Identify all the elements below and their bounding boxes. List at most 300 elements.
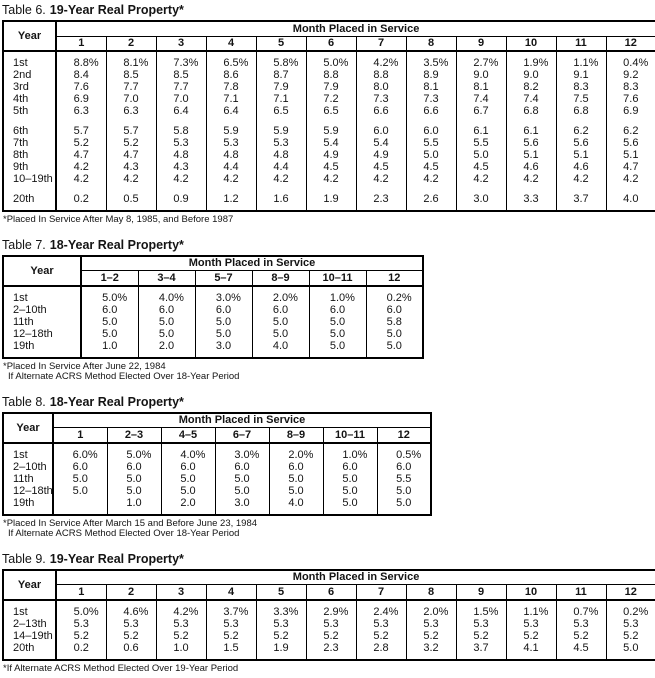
value-cell: 5.9 [256, 125, 306, 137]
value-cell: 1.6 [256, 193, 306, 211]
spacer-cell [606, 185, 655, 193]
month-column-header: 8–9 [252, 271, 309, 286]
value-cell: 2.9 % [306, 600, 356, 618]
value-cell: 8.1 [456, 81, 506, 93]
value-cell: 0.5 [106, 193, 156, 211]
row-label: 1st [3, 51, 56, 69]
value-cell: 4.2 [56, 173, 106, 185]
row-label: 2–13th [3, 618, 56, 630]
value-cell: 3.7 [556, 193, 606, 211]
footnote: *If Alternate ACRS Method Elected Over 19-Year Period [3, 662, 239, 674]
spacer-cell [156, 117, 206, 125]
year-column-header: Year [3, 256, 81, 286]
table-9-title [2, 552, 655, 566]
value-cell: 5.0 [269, 485, 323, 497]
month-column-header: 7 [356, 585, 406, 600]
value-cell: 0.6 [106, 642, 156, 660]
spacer-cell [106, 185, 156, 193]
value-cell: 6.0 [366, 304, 423, 316]
value-cell: 8.2 [506, 81, 556, 93]
value-cell: 8.8 [356, 69, 406, 81]
value-cell: 3.5 % [406, 51, 456, 69]
month-column-header: 3 [156, 585, 206, 600]
value-cell: 5.2 [356, 630, 406, 642]
value-cell: 1.9 [306, 193, 356, 211]
value-cell: 0.2 [56, 193, 106, 211]
value-cell: 5.6 [556, 137, 606, 149]
value-cell: 4.6 [556, 161, 606, 173]
spacer-cell [406, 185, 456, 193]
value-cell: 3.0 [195, 340, 252, 358]
value-cell: 7.8 [206, 81, 256, 93]
value-cell: 3.3 [506, 193, 556, 211]
value-cell: 5.2 [256, 630, 306, 642]
value-cell: 6.0 [53, 461, 107, 473]
value-cell: 5.0 [323, 497, 377, 515]
table-6-title [2, 3, 655, 17]
value-cell: 5.2 [156, 630, 206, 642]
value-cell: 5.0 [252, 328, 309, 340]
value-cell: 5.0 [309, 316, 366, 328]
value-cell: 5.0 [138, 328, 195, 340]
value-cell: 8.7 [256, 69, 306, 81]
value-cell: 3.0 % [195, 286, 252, 304]
value-cell: 5.5 [456, 137, 506, 149]
value-cell: 4.7 [606, 161, 655, 173]
value-cell: 5.0 [377, 497, 431, 515]
value-cell: 4.6 % [106, 600, 156, 618]
value-cell: 5.0 [377, 485, 431, 497]
month-column-header: 5–7 [195, 271, 252, 286]
value-cell: 4.2 [56, 161, 106, 173]
value-cell: 5.0 [309, 340, 366, 358]
value-cell: 5.1 [556, 149, 606, 161]
footnote: *Placed In Service After March 15 and Before June 23, 1984 [3, 517, 258, 529]
table-7-name: 18-Year Real Property* [49, 237, 184, 252]
month-column-header: 1 [56, 585, 106, 600]
value-cell: 8.6 [206, 69, 256, 81]
value-cell: 6.5 [256, 105, 306, 117]
value-cell: 3.0 % [215, 443, 269, 461]
value-cell: 3.3 % [256, 600, 306, 618]
value-cell: 5.0 [107, 473, 161, 485]
value-cell: 5.6 [606, 137, 655, 149]
row-label: 10–19th [3, 173, 56, 185]
spacer-cell [256, 185, 306, 193]
value-cell: 7.2 [306, 93, 356, 105]
value-cell: 5.3 [156, 618, 206, 630]
value-cell: 0.5 % [377, 443, 431, 461]
row-label: 1st [3, 600, 56, 618]
value-cell: 0.9 [156, 193, 206, 211]
row-label: 3rd [3, 81, 56, 93]
value-cell: 8.5 [156, 69, 206, 81]
spacer-cell [406, 117, 456, 125]
value-cell: 6.6 [406, 105, 456, 117]
value-cell: 4.2 % [356, 51, 406, 69]
value-cell: 8.3 [606, 81, 655, 93]
row-label: 20th [3, 642, 56, 660]
value-cell: 4.2 [556, 173, 606, 185]
table-8-name: 18-Year Real Property* [49, 394, 184, 409]
value-cell: 4.2 [306, 173, 356, 185]
value-cell: 5.0 [81, 316, 138, 328]
month-column-header: 12 [606, 585, 655, 600]
value-cell: 5.3 [256, 137, 306, 149]
value-cell: 6.3 [106, 105, 156, 117]
value-cell: 5.3 [256, 618, 306, 630]
value-cell: 3.2 [406, 642, 456, 660]
month-column-header: 8 [406, 36, 456, 51]
row-label: 11th [3, 316, 81, 328]
value-cell: 5.0 % [306, 51, 356, 69]
value-cell: 7.6 [56, 81, 106, 93]
month-column-header: 9 [456, 36, 506, 51]
value-cell: 4.5 [306, 161, 356, 173]
spacer-cell [506, 185, 556, 193]
value-cell: 7.7 [106, 81, 156, 93]
value-cell: 2.0 % [269, 443, 323, 461]
value-cell: 1.0 % [323, 443, 377, 461]
value-cell: 7.3 [406, 93, 456, 105]
value-cell: 5.0 [215, 485, 269, 497]
month-column-header: 3–4 [138, 271, 195, 286]
value-cell: 8.1 % [106, 51, 156, 69]
value-cell: 6.2 [556, 125, 606, 137]
month-column-header: 6 [306, 36, 356, 51]
spacer-cell [556, 117, 606, 125]
value-cell: 5.7 [106, 125, 156, 137]
value-cell: 2.3 [356, 193, 406, 211]
value-cell: 1.1 % [506, 600, 556, 618]
value-cell: 6.0 [252, 304, 309, 316]
month-column-header: 1 [56, 36, 106, 51]
spacer-cell [56, 117, 106, 125]
value-cell: 5.2 [556, 630, 606, 642]
value-cell: 2.6 [406, 193, 456, 211]
value-cell: 5.0 [195, 316, 252, 328]
value-cell: 4.9 [356, 149, 406, 161]
value-cell: 5.9 [306, 125, 356, 137]
value-cell: 2.0 [138, 340, 195, 358]
value-cell: 0.2 % [606, 600, 655, 618]
footnote: *Placed In Service After May 8, 1985, and Before 1987 [3, 214, 234, 225]
value-cell: 4.4 [256, 161, 306, 173]
month-column-header: 10 [506, 585, 556, 600]
value-cell: 4.2 % [156, 600, 206, 618]
value-cell: 6.0 [107, 461, 161, 473]
row-label: 6th [3, 125, 56, 137]
table-9-footnotes [3, 664, 655, 675]
value-cell: 5.2 [306, 630, 356, 642]
value-cell: 8.0 [356, 81, 406, 93]
month-span-header: Month Placed in Service [53, 413, 431, 428]
value-cell: 8.3 [556, 81, 606, 93]
value-cell: 6.0 [406, 125, 456, 137]
row-label: 7th [3, 137, 56, 149]
row-label: 14–19th [3, 630, 56, 642]
year-column-header: Year [3, 21, 56, 51]
value-cell: 5.0 [309, 328, 366, 340]
table-7-section [2, 238, 655, 383]
value-cell: 6.7 [456, 105, 506, 117]
value-cell: 6.0 [377, 461, 431, 473]
value-cell: 5.2 [406, 630, 456, 642]
value-cell: 7.5 [556, 93, 606, 105]
value-cell: 5.6 [506, 137, 556, 149]
spacer-cell [306, 185, 356, 193]
value-cell: 8.9 [406, 69, 456, 81]
value-cell: 6.0 [269, 461, 323, 473]
month-column-header: 12 [606, 36, 655, 51]
value-cell: 4.2 [356, 173, 406, 185]
month-column-header: 12 [366, 271, 423, 286]
month-column-header: 1 [53, 428, 107, 443]
value-cell: 6.0 [215, 461, 269, 473]
value-cell: 1.1 % [556, 51, 606, 69]
value-cell: 4.0 [252, 340, 309, 358]
value-cell: 2.0 [161, 497, 215, 515]
row-label: 11th [3, 473, 53, 485]
value-cell: 5.0 [138, 316, 195, 328]
value-cell: 2.4 % [356, 600, 406, 618]
month-column-header: 5 [256, 36, 306, 51]
value-cell: 3.7 % [206, 600, 256, 618]
value-cell: 7.4 [456, 93, 506, 105]
table-6-section [2, 3, 655, 226]
row-label: 2–10th [3, 461, 53, 473]
value-cell: 5.5 [406, 137, 456, 149]
table-7-title [2, 238, 655, 252]
value-cell: 6.1 [506, 125, 556, 137]
value-cell: 5.0 [215, 473, 269, 485]
value-cell: 7.3 % [156, 51, 206, 69]
value-cell: 6.0 [356, 125, 406, 137]
month-column-header: 11 [556, 36, 606, 51]
value-cell: 4.1 [506, 642, 556, 660]
row-label: 19th [3, 497, 53, 515]
footnote: If Alternate ACRS Method Elected Over 18-Year Period [8, 371, 240, 382]
value-cell: 4.8 [156, 149, 206, 161]
value-cell: 5.8 [156, 125, 206, 137]
spacer-cell [456, 185, 506, 193]
value-cell: 5.3 [56, 618, 106, 630]
spacer-cell [606, 117, 655, 125]
value-cell: 6.9 [606, 105, 655, 117]
value-cell: 4.9 [306, 149, 356, 161]
row-label: 2–10th [3, 304, 81, 316]
value-cell: 5.0 [161, 473, 215, 485]
row-label: 20th [3, 193, 56, 211]
value-cell: 4.4 [206, 161, 256, 173]
table-8 [2, 412, 432, 516]
value-cell: 8.5 [106, 69, 156, 81]
value-cell: 7.6 [606, 93, 655, 105]
row-label: 8th [3, 149, 56, 161]
value-cell: 7.9 [256, 81, 306, 93]
value-cell: 4.5 [356, 161, 406, 173]
value-cell: 5.2 [206, 630, 256, 642]
month-column-header: 6 [306, 585, 356, 600]
value-cell: 1.0 [107, 497, 161, 515]
table-8-section [2, 395, 655, 540]
value-cell: 5.0 [456, 149, 506, 161]
table-6 [2, 20, 655, 212]
value-cell: 5.0 [107, 485, 161, 497]
value-cell: 5.0 [161, 485, 215, 497]
spacer-cell [356, 117, 406, 125]
value-cell: 2.0 % [406, 600, 456, 618]
value-cell: 4.6 [506, 161, 556, 173]
value-cell: 9.0 [506, 69, 556, 81]
value-cell: 1.0 [81, 340, 138, 358]
value-cell: 7.3 [356, 93, 406, 105]
value-cell: 0.4 % [606, 51, 655, 69]
month-span-header: Month Placed in Service [56, 21, 655, 36]
value-cell: 5.0 [606, 642, 655, 660]
spacer-cell [3, 185, 56, 193]
value-cell: 6.5 % [206, 51, 256, 69]
month-column-header: 4–5 [161, 428, 215, 443]
value-cell [53, 497, 107, 515]
spacer-cell [456, 117, 506, 125]
value-cell: 2.0 % [252, 286, 309, 304]
spacer-cell [306, 117, 356, 125]
row-label: 1st [3, 286, 81, 304]
value-cell: 4.2 [106, 173, 156, 185]
spacer-cell [206, 117, 256, 125]
value-cell: 5.7 [56, 125, 106, 137]
row-label: 12–18th [3, 485, 53, 497]
value-cell: 5.0 [366, 328, 423, 340]
value-cell: 5.0 [406, 149, 456, 161]
value-cell: 1.5 % [456, 600, 506, 618]
value-cell: 4.2 [256, 173, 306, 185]
table-7-number: Table 7. [2, 237, 46, 252]
value-cell: 0.2 [56, 642, 106, 660]
spacer-cell [556, 185, 606, 193]
value-cell: 7.1 [206, 93, 256, 105]
value-cell: 4.8 [206, 149, 256, 161]
row-label: 9th [3, 161, 56, 173]
table-9-section [2, 552, 655, 675]
value-cell: 5.9 [206, 125, 256, 137]
month-column-header: 2 [106, 585, 156, 600]
spacer-cell [56, 185, 106, 193]
value-cell: 5.2 [106, 630, 156, 642]
value-cell: 5.2 [456, 630, 506, 642]
value-cell: 2.8 [356, 642, 406, 660]
value-cell: 5.3 [206, 137, 256, 149]
value-cell: 5.3 [606, 618, 655, 630]
month-span-header: Month Placed in Service [56, 570, 655, 585]
value-cell: 9.0 [456, 69, 506, 81]
value-cell: 3.7 [456, 642, 506, 660]
table-9-name: 19-Year Real Property* [49, 551, 184, 566]
value-cell: 4.5 [556, 642, 606, 660]
month-column-header: 6–7 [215, 428, 269, 443]
value-cell: 5.2 [606, 630, 655, 642]
value-cell: 8.4 [56, 69, 106, 81]
table-9-number: Table 9. [2, 551, 46, 566]
value-cell: 4.2 [606, 173, 655, 185]
value-cell: 6.3 [56, 105, 106, 117]
value-cell: 4.0 [269, 497, 323, 515]
value-cell: 5.3 [406, 618, 456, 630]
value-cell: 6.0 [138, 304, 195, 316]
value-cell: 5.3 [106, 618, 156, 630]
value-cell: 7.4 [506, 93, 556, 105]
value-cell: 7.7 [156, 81, 206, 93]
value-cell: 8.1 [406, 81, 456, 93]
value-cell: 5.0 [53, 485, 107, 497]
value-cell: 4.7 [106, 149, 156, 161]
value-cell: 4.2 [456, 173, 506, 185]
value-cell: 7.1 [256, 93, 306, 105]
table-6-name: 19-Year Real Property* [49, 3, 184, 17]
value-cell: 0.2 % [366, 286, 423, 304]
value-cell: 5.0 [269, 473, 323, 485]
spacer-cell [3, 117, 56, 125]
table-8-number: Table 8. [2, 394, 46, 409]
value-cell: 7.9 [306, 81, 356, 93]
value-cell: 6.9 [56, 93, 106, 105]
footnote: *Placed In Service After June 22, 1984 [3, 360, 166, 372]
value-cell: 5.0 [195, 328, 252, 340]
row-label: 5th [3, 105, 56, 117]
value-cell: 5.1 [506, 149, 556, 161]
value-cell: 4.2 [206, 173, 256, 185]
month-column-header: 9 [456, 585, 506, 600]
month-column-header: 1–2 [81, 271, 138, 286]
value-cell: 5.0 [81, 328, 138, 340]
month-span-header: Month Placed in Service [81, 256, 423, 271]
value-cell: 4.2 [506, 173, 556, 185]
value-cell: 5.2 [106, 137, 156, 149]
value-cell: 5.0 % [56, 600, 106, 618]
row-label: 1st [3, 443, 53, 461]
spacer-cell [206, 185, 256, 193]
table-6-number: Table 6. [2, 3, 46, 17]
month-column-header: 11 [556, 585, 606, 600]
value-cell: 6.4 [206, 105, 256, 117]
table-7-footnotes [3, 362, 655, 383]
month-column-header: 4 [206, 36, 256, 51]
value-cell: 5.3 [306, 618, 356, 630]
value-cell: 6.2 [606, 125, 655, 137]
value-cell: 6.4 [156, 105, 206, 117]
value-cell: 4.5 [406, 161, 456, 173]
month-column-header: 8–9 [269, 428, 323, 443]
month-column-header: 7 [356, 36, 406, 51]
month-column-header: 2–3 [107, 428, 161, 443]
value-cell: 8.8 [306, 69, 356, 81]
value-cell: 1.2 [206, 193, 256, 211]
value-cell: 9.2 [606, 69, 655, 81]
row-label: 12–18th [3, 328, 81, 340]
table-8-footnotes [3, 519, 655, 540]
spacer-cell [106, 117, 156, 125]
value-cell: 5.2 [56, 630, 106, 642]
value-cell: 1.9 [256, 642, 306, 660]
month-column-header: 3 [156, 36, 206, 51]
value-cell: 1.0 % [309, 286, 366, 304]
table-8-title [2, 395, 655, 409]
value-cell: 5.3 [506, 618, 556, 630]
spacer-cell [356, 185, 406, 193]
value-cell: 4.0 % [138, 286, 195, 304]
value-cell: 5.4 [356, 137, 406, 149]
